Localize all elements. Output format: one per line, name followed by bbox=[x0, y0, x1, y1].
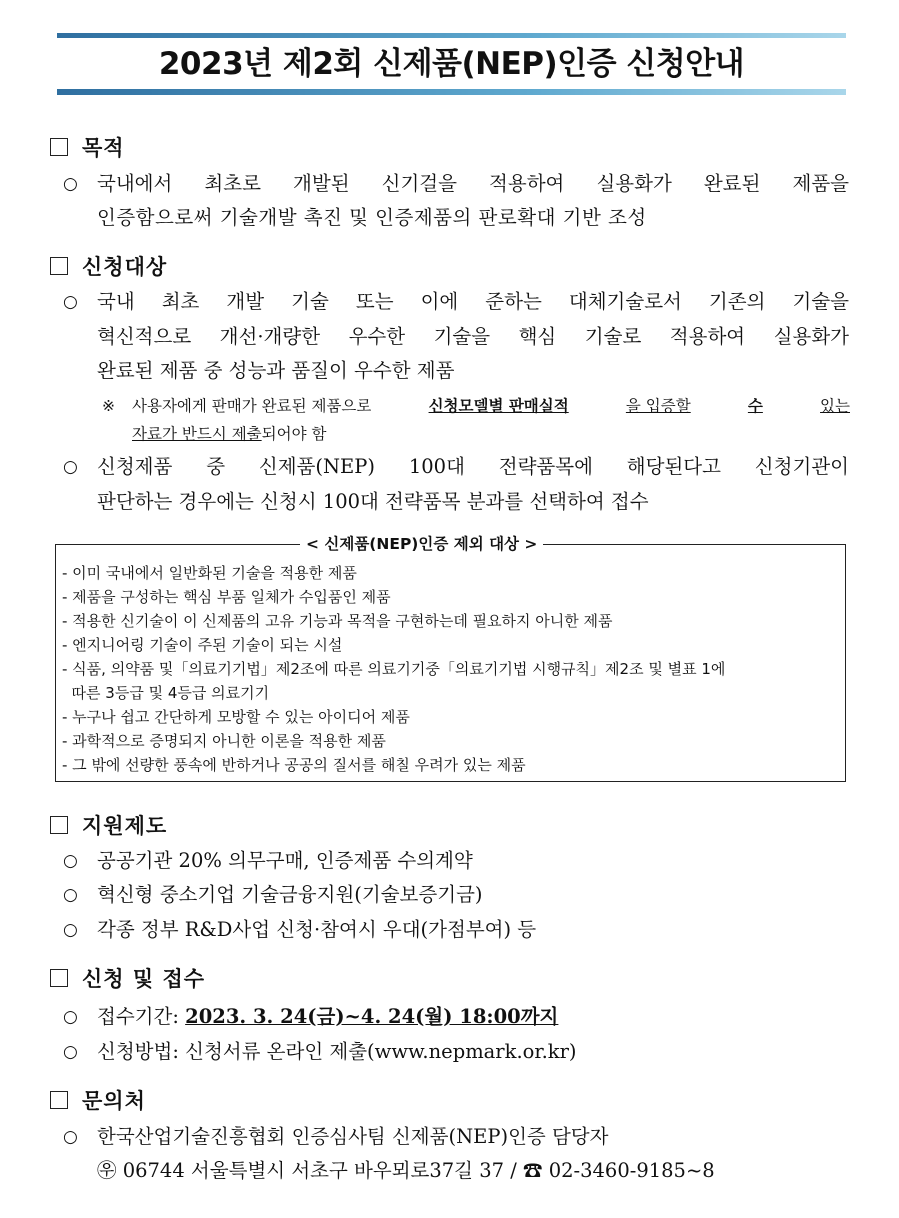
support-item-3: 각종 정부 R&D사업 신청·참여시 우대(가점부여) 등 bbox=[97, 918, 537, 941]
circle-bullet-icon: ○ bbox=[63, 885, 78, 905]
checkbox-square-icon bbox=[50, 1091, 68, 1109]
exclusion-item: - 과학적으로 증명되지 아니한 이론을 적용한 제품 bbox=[62, 732, 386, 750]
circle-bullet-icon: ○ bbox=[63, 920, 78, 940]
purpose-line-1: 국내에서 최초로 개발된 신기걸을 적용하여 실용화가 완료된 제품을 bbox=[97, 172, 849, 195]
exclusion-item: - 그 밖에 선량한 풍속에 반하거나 공공의 질서를 해칠 우려가 있는 제품 bbox=[62, 756, 526, 774]
checkbox-square-icon bbox=[50, 969, 68, 987]
circle-bullet-icon: ○ bbox=[63, 292, 78, 312]
exclusion-item: - 이미 국내에서 일반화된 기술을 적용한 제품 bbox=[62, 564, 357, 582]
note-mark-icon: ※ bbox=[102, 397, 115, 415]
exclusion-item: - 적용한 신기술이 이 신제품의 고유 기능과 목적을 구현하는데 필요하지 아니한 제품 bbox=[62, 612, 613, 630]
support-item-2: 혁신형 중소기업 기술금융지원(기술보증기금) bbox=[97, 883, 483, 906]
title-bar-top bbox=[57, 33, 846, 38]
page-title: 2023년 제2회 신제품(NEP)인증 신청안내 bbox=[158, 46, 745, 82]
purpose-line-2: 인증함으로써 기술개발 촉진 및 인증제품의 판로확대 기반 조성 bbox=[97, 206, 647, 229]
checkbox-square-icon bbox=[50, 816, 68, 834]
target-note-line-2: 자료가 반드시 제출되어야 함 bbox=[132, 425, 327, 443]
circle-bullet-icon: ○ bbox=[63, 1042, 78, 1062]
section-apply-heading: 신청 및 접수 bbox=[50, 964, 205, 994]
section-purpose-heading: 목적 bbox=[50, 133, 125, 163]
contact-org: 한국산업기술진흥협회 인증심사팀 신제품(NEP)인증 담당자 bbox=[97, 1125, 609, 1148]
title-bar-bottom bbox=[57, 89, 846, 95]
section-target-heading: 신청대상 bbox=[50, 252, 167, 282]
circle-bullet-icon: ○ bbox=[63, 1127, 78, 1147]
target-line-5: 판단하는 경우에는 신청시 100대 전략품목 분과를 선택하여 접수 bbox=[97, 490, 649, 513]
exclusion-item: 따른 3등급 및 4등급 의료기기 bbox=[62, 684, 270, 702]
apply-method: 신청방법: 신청서류 온라인 제출(www.nepmark.or.kr) bbox=[97, 1040, 577, 1063]
support-item-1: 공공기관 20% 의무구매, 인증제품 수의계약 bbox=[97, 849, 473, 872]
exclusion-item: - 제품을 구성하는 핵심 부품 일체가 수입품인 제품 bbox=[62, 588, 391, 606]
exclusion-item: - 식품, 의약품 및「의료기기법」제2조에 따른 의료기기중「의료기기법 시행규칙」제2조 및 별표 1에 bbox=[62, 660, 726, 678]
circle-bullet-icon: ○ bbox=[63, 174, 78, 194]
apply-period: 접수기간: 2023. 3. 24(금)~4. 24(월) 18:00까지 bbox=[97, 1005, 559, 1028]
title-banner bbox=[57, 33, 846, 95]
target-line-2: 혁신적으로 개선·개량한 우수한 기술을 핵심 기술로 적용하여 실용화가 bbox=[97, 325, 849, 348]
exclusion-item: - 엔지니어링 기술이 주된 기술이 되는 시설 bbox=[62, 636, 343, 654]
checkbox-square-icon bbox=[50, 138, 68, 156]
circle-bullet-icon: ○ bbox=[63, 851, 78, 871]
target-line-4: 신청제품 중 신제품(NEP) 100대 전략품목에 해당된다고 신청기관이 bbox=[97, 455, 849, 478]
exclusion-item: - 누구나 쉽고 간단하게 모방할 수 있는 아이디어 제품 bbox=[62, 708, 410, 726]
target-line-1: 국내 최초 개발 기술 또는 이에 준하는 대체기술로서 기존의 기술을 bbox=[97, 290, 849, 313]
checkbox-square-icon bbox=[50, 257, 68, 275]
target-line-3: 완료된 제품 중 성능과 품질이 우수한 제품 bbox=[97, 359, 455, 382]
exclusion-title: < 신제품(NEP)인증 제외 대상 > bbox=[300, 531, 543, 557]
circle-bullet-icon: ○ bbox=[63, 457, 78, 477]
contact-address: ㉾ 06744 서울특별시 서초구 바우뫼로37길 37 / ☎ 02-3460-9185~8 bbox=[97, 1159, 715, 1182]
circle-bullet-icon: ○ bbox=[63, 1007, 78, 1027]
section-contact-heading: 문의처 bbox=[50, 1086, 146, 1116]
target-note-line-1: 사용자에게 판매가 완료된 제품으로 신청모델별 판매실적 을 입증할 수 있는 bbox=[132, 397, 850, 415]
section-support-heading: 지원제도 bbox=[50, 811, 167, 841]
